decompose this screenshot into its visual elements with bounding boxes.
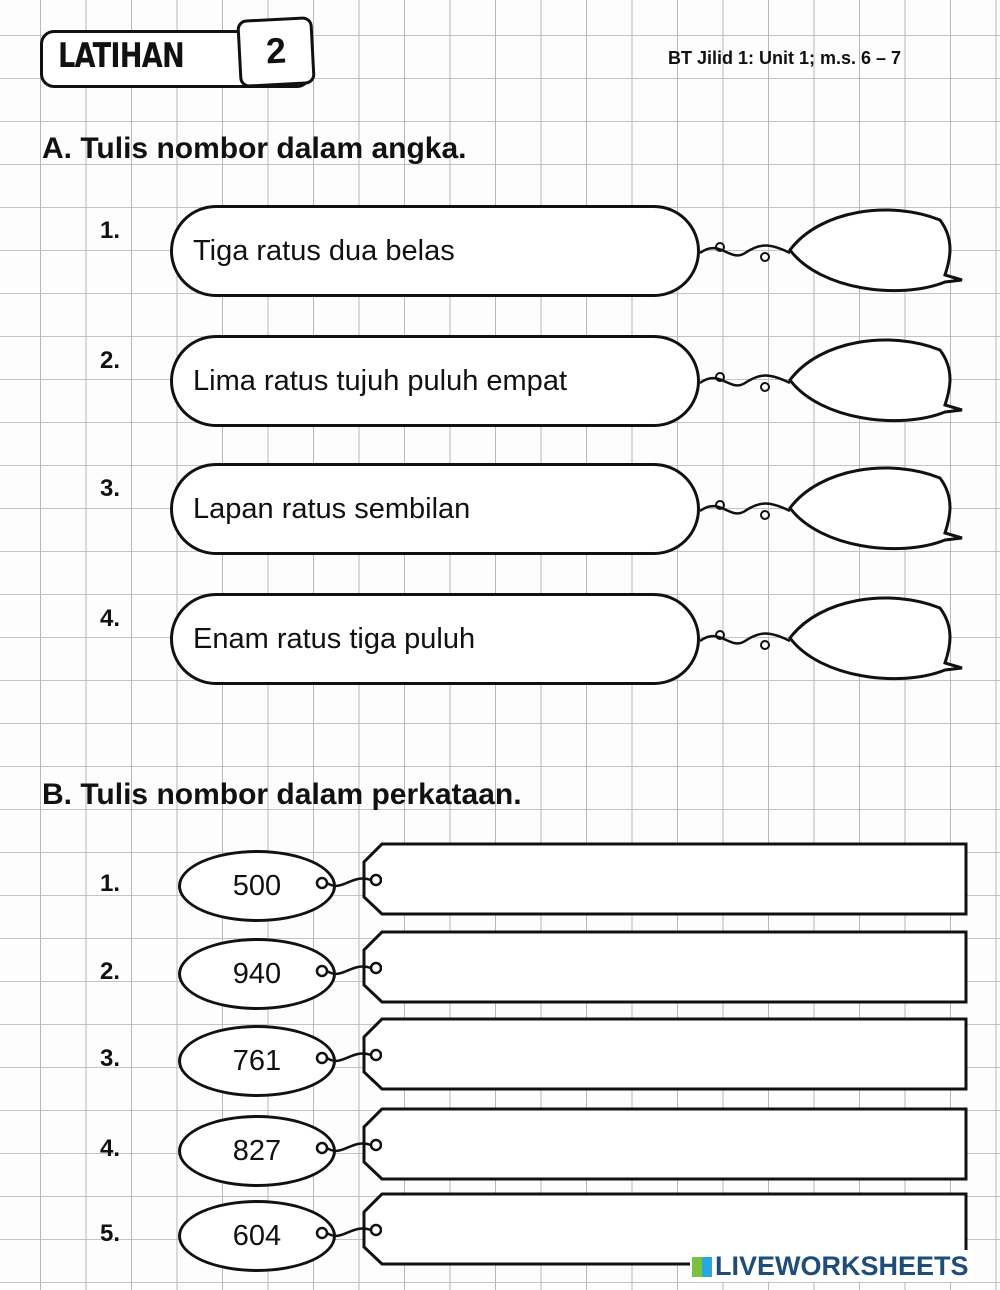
- string-icon: [312, 1043, 382, 1073]
- item-number: 4.: [100, 605, 121, 632]
- answer-words-input[interactable]: [392, 1206, 956, 1252]
- badge-title: LATIHAN: [58, 36, 184, 76]
- item-number: 4.: [100, 1135, 121, 1162]
- tag-answer-box: [362, 930, 968, 1004]
- tag-answer-box: [362, 842, 968, 916]
- tag-answer-box: [362, 1107, 968, 1181]
- answer-words-input[interactable]: [392, 1031, 956, 1077]
- number-value: 761: [232, 1045, 282, 1077]
- book-reference: BT Jilid 1: Unit 1; m.s. 6 – 7: [668, 48, 902, 68]
- number-value: 604: [232, 1220, 282, 1252]
- section-b-title: B. Tulis nombor dalam perkataan.: [42, 778, 522, 811]
- answer-digits-input[interactable]: [815, 362, 929, 398]
- string-icon: [312, 956, 382, 986]
- item-number: 5.: [100, 1220, 121, 1247]
- item-number: 2.: [100, 958, 121, 985]
- live-logo-icon: [692, 1257, 712, 1277]
- answer-digits-input[interactable]: [815, 620, 929, 656]
- item-number: 1.: [100, 870, 121, 897]
- answer-words-input[interactable]: [392, 856, 956, 902]
- badge-number: 2: [236, 16, 315, 88]
- liveworksheets-logo: [690, 1250, 971, 1282]
- vine-icon: [700, 233, 790, 273]
- number-words: Enam ratus tiga puluh: [193, 622, 476, 655]
- section-a-title: A. Tulis nombor dalam angka.: [42, 132, 467, 165]
- number-value: 940: [232, 958, 282, 990]
- vine-icon: [700, 363, 790, 403]
- number-words: Lapan ratus sembilan: [193, 492, 471, 525]
- number-words-box: [170, 335, 700, 427]
- number-words-box: [170, 205, 700, 297]
- number-words-box: [170, 593, 700, 685]
- tag-answer-box: [362, 1017, 968, 1091]
- answer-words-input[interactable]: [392, 1121, 956, 1167]
- leaf-answer-box: [780, 588, 965, 688]
- number-words: Tiga ratus dua belas: [193, 234, 455, 267]
- logo-text: LIVEWORKSHEETS: [715, 1251, 969, 1281]
- string-icon: [312, 868, 382, 898]
- number-value: 500: [232, 870, 282, 902]
- number-value: 827: [232, 1135, 282, 1167]
- answer-digits-input[interactable]: [815, 232, 929, 268]
- vine-icon: [700, 491, 790, 531]
- string-icon: [312, 1133, 382, 1163]
- item-number: 3.: [100, 475, 121, 502]
- string-icon: [312, 1218, 382, 1248]
- answer-words-input[interactable]: [392, 944, 956, 990]
- number-words: Lima ratus tujuh puluh empat: [193, 364, 567, 397]
- leaf-answer-box: [780, 200, 965, 300]
- vine-icon: [700, 621, 790, 661]
- item-number: 2.: [100, 347, 121, 374]
- item-number: 3.: [100, 1045, 121, 1072]
- answer-digits-input[interactable]: [815, 490, 929, 526]
- leaf-answer-box: [780, 458, 965, 558]
- number-words-box: [170, 463, 700, 555]
- leaf-answer-box: [780, 330, 965, 430]
- item-number: 1.: [100, 217, 121, 244]
